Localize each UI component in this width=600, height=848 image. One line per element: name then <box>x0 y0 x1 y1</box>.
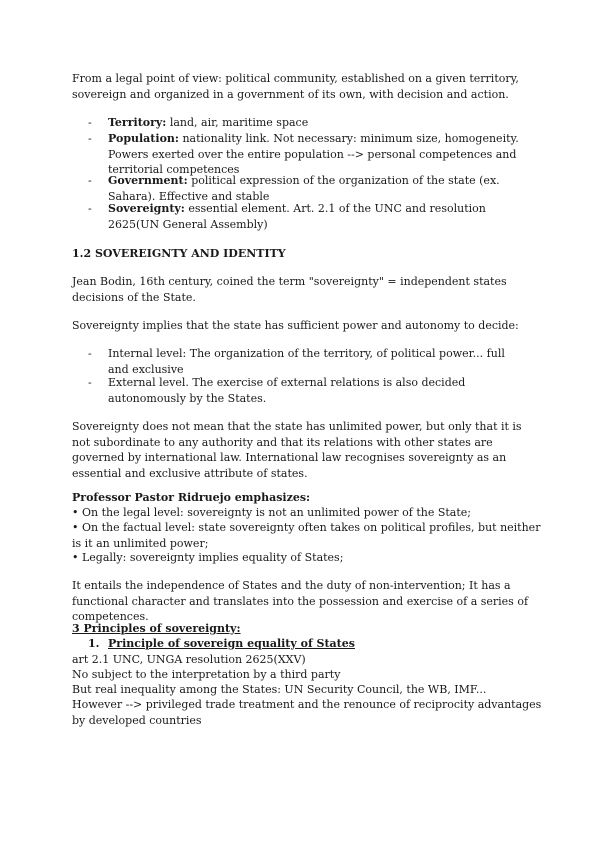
principle-line-articles: art 2.1 UNC, UNGA resolution 2625(XXV) <box>72 653 306 666</box>
implies-paragraph: Sovereignty implies that the state has sufficient power and autonomy to decide: <box>72 319 519 332</box>
list-item-territory <box>88 115 528 131</box>
dash-bullet: - <box>88 174 92 187</box>
term-label: Government: <box>108 174 188 187</box>
list-item-population <box>88 131 528 178</box>
term-description: land, air, maritime space <box>166 116 309 129</box>
dash-bullet: - <box>88 202 92 215</box>
intro-paragraph: From a legal point of view: political community, established on a given territory, sovereign and organized in a government of its own, with decision and action. <box>72 72 519 101</box>
not-unlimited-paragraph: Sovereignty does not mean that the state has unlimited power, but only that it is not subordinate to any authority and that its relations with other states are governed by international law. International law recognises sovereignty as an essential and exclusive attribute of states. <box>72 420 522 480</box>
principle-number: 1. <box>88 637 100 650</box>
term-description: political expression of the organization of the state (ex. Sahara). Effective and stable <box>108 174 500 203</box>
section-heading: 1.2 SOVEREIGNTY AND IDENTITY <box>72 247 286 260</box>
professor-point-equality: • Legally: sovereignty implies equality of States; <box>72 551 344 564</box>
principle-line-inequality: But real inequality among the States: UN Security Council, the WB, IMF... <box>72 683 487 696</box>
list-item-internal-level <box>88 346 528 377</box>
professor-point-factual: • On the factual level: state sovereignty often takes on political profiles, but neither is it an unlimited power; <box>72 521 541 550</box>
dash-bullet: - <box>88 376 92 389</box>
principle-line-interpretation: No subject to the interpretation by a third party <box>72 668 341 681</box>
level-text: Internal level: The organization of the territory, of political power... full and exclusive <box>108 347 505 376</box>
term-description: nationality link. Not necessary: minimum size, homogeneity. Powers exerted over the entire population --> personal competences and territorial competences <box>108 132 519 177</box>
term-label: Sovereignty: <box>108 202 185 215</box>
bodin-line-2: decisions of the State. <box>72 291 196 304</box>
term-label: Territory: <box>108 116 167 129</box>
professor-heading: Professor Pastor Ridruejo emphasizes: <box>72 491 311 504</box>
dash-bullet: - <box>88 116 92 129</box>
list-item-external-level <box>88 375 528 406</box>
bodin-line-1: Jean Bodin, 16th century, coined the term "sovereignty" = independent states <box>72 275 507 288</box>
dash-bullet: - <box>88 347 92 360</box>
list-item-government <box>88 173 528 204</box>
principle-title: Principle of sovereign equality of States <box>108 637 355 650</box>
dash-bullet: - <box>88 132 92 145</box>
level-text: External level. The exercise of external relations is also decided autonomously by the States. <box>108 376 466 405</box>
term-description: essential element. Art. 2.1 of the UNC and resolution 2625(UN General Assembly) <box>108 202 486 231</box>
entails-paragraph: It entails the independence of States and the duty of non-intervention; It has a functional character and translates into the possession and exercise of a series of competences. <box>72 579 529 624</box>
professor-point-legal: • On the legal level: sovereignty is not an unlimited power of the State; <box>72 506 471 519</box>
list-item-sovereignty <box>88 201 528 232</box>
principles-heading: 3 Principles of sovereignty: <box>72 622 241 635</box>
term-label: Population: <box>108 132 179 145</box>
principle-line-however: However --> privileged trade treatment and the renounce of reciprocity advantages by developed countries <box>72 698 542 727</box>
